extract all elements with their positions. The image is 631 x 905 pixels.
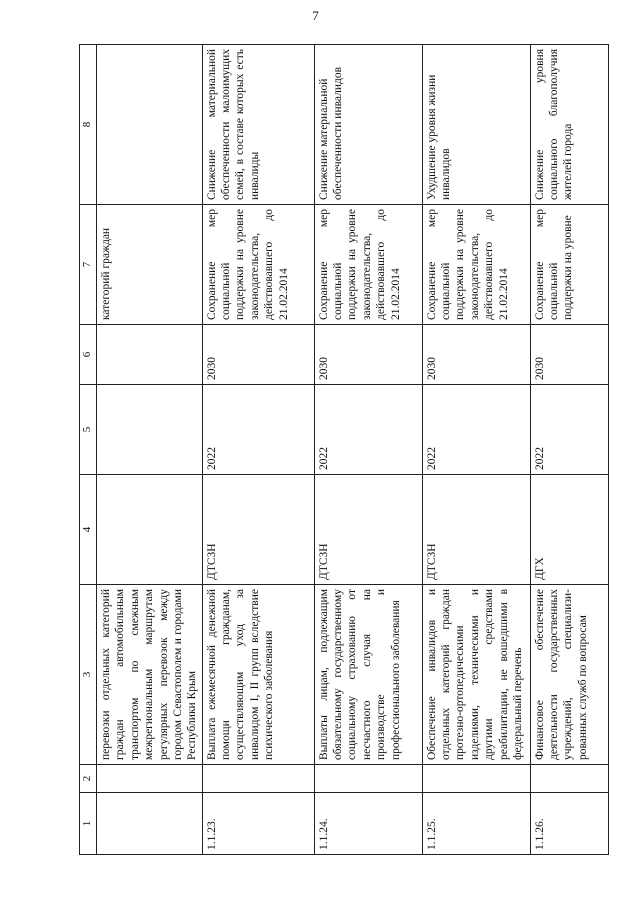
- start-year-cell: 2022: [422, 385, 530, 475]
- page-number: 7: [312, 8, 319, 23]
- end-year-cell: [97, 325, 203, 385]
- result-cell: категорий граждан: [97, 205, 203, 325]
- header-cell: 1: [80, 793, 97, 855]
- table-row: [314, 45, 422, 855]
- activity-cell: перевозки отдельных категорий граждан автомобильным транспортом по смежным межрегиональным маршрутам регулярных перевозок между городом Севастополем и городами Республики Крым: [97, 585, 203, 765]
- header-cell: 6: [80, 325, 97, 385]
- header-cell: 7: [80, 205, 97, 325]
- header-cell: 5: [80, 385, 97, 475]
- end-year-cell: 2030: [202, 325, 314, 385]
- activity-cell: Обеспечение инвалидов и отдельных категорий граждан протезно-ортопедическими изделиями, техническими и другими средствами реабилитации, не вошедшими в федеральный перечень: [422, 585, 530, 765]
- executor-cell: ДТСЗН: [314, 475, 422, 585]
- executor-cell: ДТСЗН: [422, 475, 530, 585]
- executor-cell: ДГХ: [530, 475, 608, 585]
- consequence-cell: [97, 45, 203, 205]
- consequence-cell: Снижение материальной обеспеченности малоимущих семей, в составе которых есть инвалиды: [202, 45, 314, 205]
- result-cell: Сохранение мер социальной поддержки на уровне законодательства, действовавшего до 21.02.2014: [314, 205, 422, 325]
- start-year-cell: 2022: [314, 385, 422, 475]
- col2-cell: [202, 765, 314, 793]
- header-cell: 4: [80, 475, 97, 585]
- table-header-row: [80, 45, 97, 855]
- executor-cell: ДТСЗН: [202, 475, 314, 585]
- activity-cell: Финансовое обеспечение деятельности государственных учреждений, специализи-рованных служб по вопросам: [530, 585, 608, 765]
- end-year-cell: 2030: [314, 325, 422, 385]
- activity-cell: Выплаты лицам, подлежащим обязательному государственному социальному страхованию от несчастного случая на производстве и профессионального заболевания: [314, 585, 422, 765]
- row-number: 1.1.24.: [314, 793, 422, 855]
- header-cell: 3: [80, 585, 97, 765]
- consequence-cell: Снижение материальной обеспеченности инвалидов: [314, 45, 422, 205]
- consequence-cell: Ухудшение уровня жизни инвалидов: [422, 45, 530, 205]
- header-cell: 8: [80, 45, 97, 205]
- result-cell: Сохранение мер социальной поддержки на уровне: [530, 205, 608, 325]
- row-number: 1.1.25.: [422, 793, 530, 855]
- program-activities-table: [79, 44, 609, 855]
- table-row: [97, 45, 203, 855]
- rotated-table-sheet: [79, 45, 599, 855]
- start-year-cell: [97, 385, 203, 475]
- consequence-cell: Снижение уровня социального благополучия жителей города: [530, 45, 608, 205]
- row-number: 1.1.26.: [530, 793, 608, 855]
- result-cell: Сохранение мер социальной поддержки на уровне законодательства, действовавшего до 21.02.2014: [202, 205, 314, 325]
- col2-cell: [422, 765, 530, 793]
- result-cell: Сохранение мер социальной поддержки на уровне законодательства, действовавшего до 21.02.2014: [422, 205, 530, 325]
- end-year-cell: 2030: [422, 325, 530, 385]
- row-number: 1.1.23.: [202, 793, 314, 855]
- table-row: [202, 45, 314, 855]
- col2-cell: [97, 765, 203, 793]
- activity-cell: Выплата ежемесячной денежной помощи гражданам, осуществляющим уход за инвалидом I, II групп вследствие психического заболевания: [202, 585, 314, 765]
- col2-cell: [530, 765, 608, 793]
- start-year-cell: 2022: [530, 385, 608, 475]
- end-year-cell: 2030: [530, 325, 608, 385]
- col2-cell: [314, 765, 422, 793]
- table-row: [422, 45, 530, 855]
- table-row: [530, 45, 608, 855]
- executor-cell: [97, 475, 203, 585]
- start-year-cell: 2022: [202, 385, 314, 475]
- header-cell: 2: [80, 765, 97, 793]
- row-number: [97, 793, 203, 855]
